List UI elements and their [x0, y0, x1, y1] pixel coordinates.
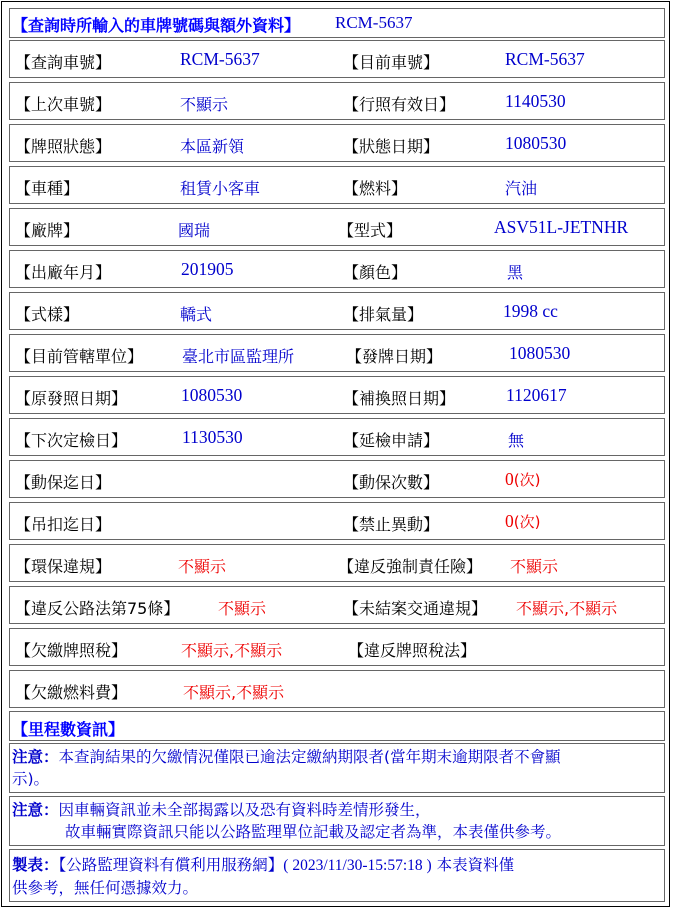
note-disclaimer-label: 注意：: [12, 801, 59, 819]
row-vehicle-type: [9, 166, 665, 204]
header-title: 【查詢時所輸入的車牌號碼與額外資料】: [12, 16, 301, 35]
value-fuel: 汽油: [505, 179, 538, 198]
label-fuel: 【燃料】: [343, 179, 408, 198]
count-unit: (次): [513, 471, 541, 489]
label-jurisdiction: 【目前管轄單位】: [15, 347, 144, 366]
row-environmental: [9, 544, 665, 582]
header-plate: RCM-5637: [335, 13, 413, 32]
label-reissue-date: 【補換照日期】: [343, 389, 456, 408]
label-body-style: 【式樣】: [15, 305, 80, 324]
label-chattel-mortgage-end: 【動保迄日】: [15, 473, 112, 492]
label-inspection-extension: 【延檢申請】: [343, 431, 440, 450]
row-brand: [9, 208, 665, 246]
value-inspection-extension: 無: [508, 431, 525, 450]
value-original-issue-date: 1080530: [181, 385, 243, 405]
value-jurisdiction: 臺北市區監理所: [182, 347, 295, 366]
ban-unit: (次): [513, 513, 541, 531]
row-license-tax: [9, 628, 665, 666]
value-query-plate: RCM-5637: [180, 49, 260, 69]
value-brand: 國瑞: [178, 221, 211, 240]
note-disclaimer-text: [12, 799, 662, 843]
count-number: 0: [505, 469, 514, 489]
value-transfer-ban: [505, 511, 540, 532]
row-original-issue-date: [9, 376, 665, 414]
row-previous-plate: [9, 82, 665, 120]
value-insurance-violation: 不顯示: [510, 557, 559, 576]
note-generated-tail: 本表資料僅: [431, 856, 515, 874]
value-chattel-mortgage-count: [505, 469, 540, 490]
label-displacement: 【排氣量】: [343, 305, 424, 324]
label-insurance-violation: 【違反強制責任險】: [338, 557, 483, 576]
value-displacement: 1998 cc: [503, 301, 558, 321]
value-model: ASV51L-JETNHR: [494, 217, 629, 237]
value-previous-plate: 不顯示: [180, 95, 229, 114]
row-jurisdiction: [9, 334, 665, 372]
label-unpaid-fuel-fee: 【欠繳燃料費】: [15, 683, 128, 702]
row-body-style: [9, 292, 665, 330]
label-suspension-end: 【吊扣迄日】: [15, 515, 112, 534]
value-license-valid-date: 1140530: [505, 91, 566, 111]
label-issue-date: 【發牌日期】: [346, 347, 443, 366]
value-status-date: 1080530: [505, 133, 567, 153]
row-next-inspection: [9, 418, 665, 456]
note-generated-line2: 供參考，無任何憑據效力。: [12, 879, 199, 897]
value-unpaid-fuel-fee: 不顯示,不顯示: [183, 683, 285, 702]
label-license-tax-violation: 【違反牌照稅法】: [348, 641, 477, 660]
value-vehicle-type: 租賃小客車: [180, 179, 261, 198]
value-reissue-date: 1120617: [506, 385, 567, 405]
label-next-inspection: 【下次定檢日】: [15, 431, 128, 450]
note-unpaid-line1: 本查詢結果的欠繳情況僅限已逾法定繳納期限者(當年期末逾期限者不會顯: [58, 748, 561, 766]
label-chattel-mortgage-count: 【動保次數】: [343, 473, 440, 492]
label-brand: 【廠牌】: [15, 221, 80, 240]
value-plate-status: 本區新領: [180, 137, 245, 156]
row-plate-status: [9, 124, 665, 162]
label-plate-status: 【牌照狀態】: [15, 137, 112, 156]
note-generated-text: [12, 854, 662, 899]
label-transfer-ban: 【禁止異動】: [343, 515, 440, 534]
label-vehicle-type: 【車種】: [15, 179, 80, 198]
label-environmental-violation: 【環保違規】: [15, 557, 112, 576]
label-status-date: 【狀態日期】: [343, 137, 440, 156]
value-color: 黑: [507, 263, 524, 282]
row-plate: [9, 40, 665, 78]
query-header: [9, 8, 665, 38]
note-generated: [9, 849, 665, 902]
label-unpaid-license-tax: 【欠繳牌照稅】: [15, 641, 128, 660]
ban-number: 0: [505, 511, 514, 531]
note-unpaid-text: [12, 746, 662, 790]
label-manufacture-date: 【出廠年月】: [15, 263, 112, 282]
row-manufacture-date: [9, 250, 665, 288]
label-license-valid-date: 【行照有效日】: [343, 95, 456, 114]
value-issue-date: 1080530: [509, 343, 571, 363]
mileage-section: [9, 711, 665, 741]
note-generated-label: 製表：: [12, 856, 59, 874]
value-unpaid-license-tax: 不顯示,不顯示: [181, 641, 283, 660]
value-unsettled-traffic-violation: 不顯示,不顯示: [516, 599, 618, 618]
label-color: 【顏色】: [343, 263, 408, 282]
note-unpaid: [9, 743, 665, 793]
note-unpaid-line2: 示)。: [12, 770, 50, 788]
note-generated-source: 【公路監理資料有償利用服務網】: [58, 856, 284, 874]
note-disclaimer-line1: 因車輛資訊並未全部揭露以及恐有資料時差情形發生，: [58, 801, 431, 819]
label-previous-plate: 【上次車號】: [15, 95, 112, 114]
row-highway-act: [9, 586, 665, 624]
value-next-inspection: 1130530: [182, 427, 243, 447]
note-disclaimer-line2: 故車輛實際資訊只能以公路監理單位記載及認定者為準，本表僅供參考。: [65, 823, 562, 841]
note-generated-time: ( 2023/11/30-15:57:18 ): [283, 857, 432, 874]
note-disclaimer: [9, 796, 665, 846]
label-original-issue-date: 【原發照日期】: [15, 389, 128, 408]
value-environmental-violation: 不顯示: [178, 557, 227, 576]
value-manufacture-date: 201905: [181, 259, 234, 279]
value-body-style: 轎式: [180, 305, 213, 324]
row-suspension: [9, 502, 665, 540]
label-highway-act-violation: 【違反公路法第75條】: [15, 599, 180, 618]
label-query-plate: 【查詢車號】: [15, 53, 112, 72]
label-current-plate: 【目前車號】: [343, 53, 440, 72]
label-model: 【型式】: [338, 221, 403, 240]
value-current-plate: RCM-5637: [505, 49, 585, 69]
row-chattel-mortgage: [9, 460, 665, 498]
row-fuel-fee: [9, 670, 665, 708]
label-unsettled-traffic-violation: 【未結案交通違規】: [343, 599, 488, 618]
mileage-title: 【里程數資訊】: [12, 720, 125, 739]
note-unpaid-label: 注意：: [12, 748, 59, 766]
value-highway-act-violation: 不顯示: [218, 599, 267, 618]
